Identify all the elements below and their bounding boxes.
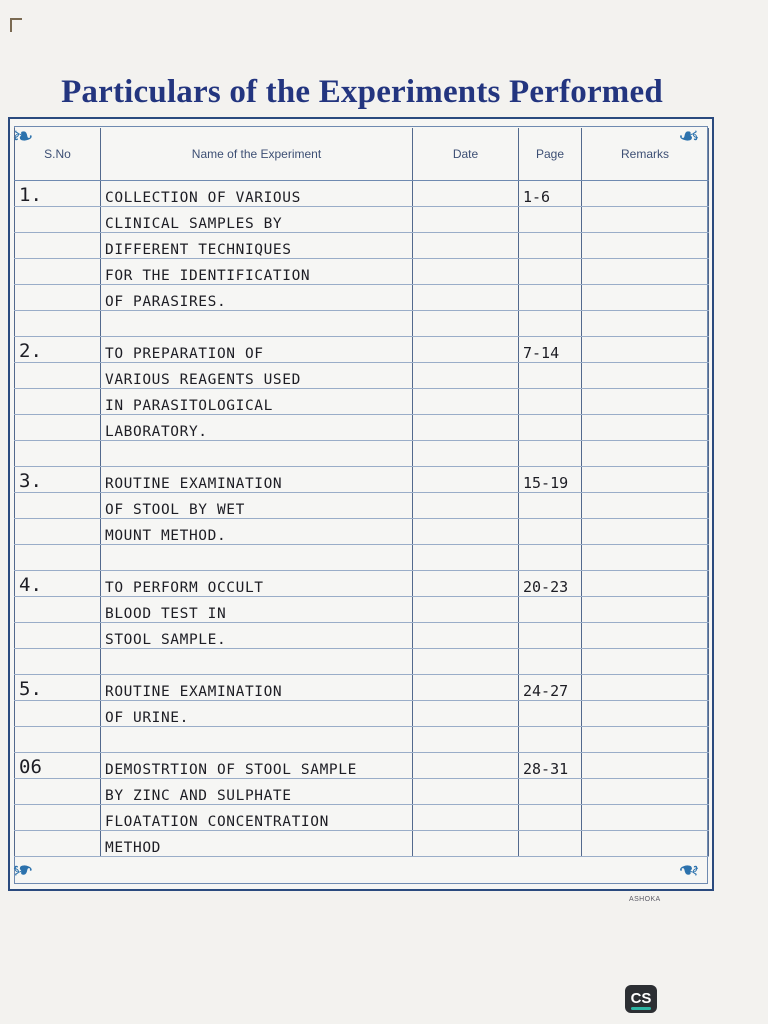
corner-ornament-top-left-icon: ❧ — [12, 122, 34, 152]
cell-date — [413, 259, 519, 285]
cell-page — [519, 363, 582, 389]
cell-page — [519, 441, 582, 467]
cell-sno — [15, 779, 101, 805]
cell-sno — [15, 649, 101, 675]
cell-page — [519, 545, 582, 571]
table-row — [15, 727, 709, 753]
cell-date — [413, 727, 519, 753]
cell-page — [519, 415, 582, 441]
cell-name: DEMOSTRTION OF STOOL SAMPLE — [101, 753, 413, 779]
table-row — [15, 389, 709, 415]
notebook-brand: ASHOKA — [629, 896, 661, 903]
cell-name — [101, 441, 413, 467]
cell-sno: 2. — [15, 337, 101, 363]
cell-page — [519, 805, 582, 831]
table-row — [15, 597, 709, 623]
cell-page — [519, 259, 582, 285]
cell-name: BLOOD TEST IN — [101, 597, 413, 623]
cell-sno — [15, 311, 101, 337]
cell-date — [413, 701, 519, 727]
cell-name: OF STOOL BY WET — [101, 493, 413, 519]
cell-name — [101, 311, 413, 337]
cell-date — [413, 181, 519, 207]
cell-sno: 3. — [15, 467, 101, 493]
cell-page — [519, 597, 582, 623]
cell-sno: 5. — [15, 675, 101, 701]
table-row — [15, 259, 709, 285]
column-header-page: Page — [519, 128, 582, 181]
table-row — [15, 337, 709, 363]
column-header-name: Name of the Experiment — [101, 128, 413, 181]
cell-page — [519, 649, 582, 675]
cell-remarks — [582, 311, 709, 337]
table-row — [15, 753, 709, 779]
cell-name: VARIOUS REAGENTS USED — [101, 363, 413, 389]
cell-page — [519, 389, 582, 415]
cell-name: TO PERFORM OCCULT — [101, 571, 413, 597]
table-row — [15, 233, 709, 259]
cell-name: ROUTINE EXAMINATION — [101, 467, 413, 493]
cell-date — [413, 571, 519, 597]
cell-sno — [15, 727, 101, 753]
cell-name: DIFFERENT TECHNIQUES — [101, 233, 413, 259]
table-body — [15, 181, 709, 857]
experiments-table — [14, 128, 709, 857]
cell-sno — [15, 441, 101, 467]
cell-date — [413, 623, 519, 649]
cell-date — [413, 675, 519, 701]
cell-page: 24-27 — [519, 675, 582, 701]
cell-date — [413, 363, 519, 389]
cell-name: IN PARASITOLOGICAL — [101, 389, 413, 415]
cell-page: 15-19 — [519, 467, 582, 493]
cell-remarks — [582, 727, 709, 753]
cell-name: MOUNT METHOD. — [101, 519, 413, 545]
table-row — [15, 467, 709, 493]
cell-name: BY ZINC AND SULPHATE — [101, 779, 413, 805]
table-row — [15, 805, 709, 831]
cell-name: OF PARASIRES. — [101, 285, 413, 311]
cell-remarks — [582, 675, 709, 701]
cell-page — [519, 233, 582, 259]
cell-sno — [15, 415, 101, 441]
column-header-remarks: Remarks — [582, 128, 709, 181]
cell-sno — [15, 623, 101, 649]
cell-sno — [15, 363, 101, 389]
cell-page — [519, 727, 582, 753]
cell-name: FLOATATION CONCENTRATION — [101, 805, 413, 831]
corner-ornament-bottom-left-icon: ❧ — [12, 854, 34, 884]
cell-sno — [15, 285, 101, 311]
cell-page: 28-31 — [519, 753, 582, 779]
cell-page: 1-6 — [519, 181, 582, 207]
cell-date — [413, 597, 519, 623]
cell-date — [413, 311, 519, 337]
cell-page — [519, 285, 582, 311]
cell-remarks — [582, 181, 709, 207]
cell-page — [519, 701, 582, 727]
table-row — [15, 207, 709, 233]
cell-name: CLINICAL SAMPLES BY — [101, 207, 413, 233]
table-row — [15, 181, 709, 207]
cell-sno: 1. — [15, 181, 101, 207]
cell-name: METHOD — [101, 831, 413, 857]
cell-date — [413, 467, 519, 493]
table-row — [15, 545, 709, 571]
cell-remarks — [582, 623, 709, 649]
table-row — [15, 779, 709, 805]
cell-date — [413, 337, 519, 363]
cell-date — [413, 233, 519, 259]
table-row — [15, 571, 709, 597]
table-row — [15, 623, 709, 649]
cell-date — [413, 207, 519, 233]
cell-remarks — [582, 519, 709, 545]
cell-date — [413, 415, 519, 441]
cell-sno — [15, 259, 101, 285]
table-row — [15, 831, 709, 857]
cell-remarks — [582, 753, 709, 779]
cell-remarks — [582, 545, 709, 571]
column-header-date: Date — [413, 128, 519, 181]
cell-sno — [15, 805, 101, 831]
table-row — [15, 493, 709, 519]
table-row — [15, 441, 709, 467]
cell-remarks — [582, 337, 709, 363]
cell-sno — [15, 519, 101, 545]
column-header-sno: S.No — [15, 128, 101, 181]
cell-sno — [15, 233, 101, 259]
cell-page — [519, 207, 582, 233]
cell-remarks — [582, 207, 709, 233]
cell-name: COLLECTION OF VARIOUS — [101, 181, 413, 207]
table-header-row — [15, 128, 709, 181]
table-row — [15, 415, 709, 441]
cell-name — [101, 649, 413, 675]
cell-remarks — [582, 597, 709, 623]
cell-sno — [15, 701, 101, 727]
cell-name — [101, 727, 413, 753]
scanner-app-logo: CS — [625, 985, 657, 1013]
cell-page — [519, 311, 582, 337]
cell-date — [413, 805, 519, 831]
cell-remarks — [582, 805, 709, 831]
cell-remarks — [582, 701, 709, 727]
cell-remarks — [582, 831, 709, 857]
page-corner-mark — [10, 18, 22, 32]
cell-remarks — [582, 493, 709, 519]
table-row — [15, 311, 709, 337]
cell-date — [413, 389, 519, 415]
cell-remarks — [582, 779, 709, 805]
cell-page: 20-23 — [519, 571, 582, 597]
cell-page — [519, 519, 582, 545]
table-row — [15, 701, 709, 727]
cell-page: 7-14 — [519, 337, 582, 363]
cell-remarks — [582, 259, 709, 285]
cell-date — [413, 545, 519, 571]
cell-sno: 06 — [15, 753, 101, 779]
cell-remarks — [582, 389, 709, 415]
cell-sno — [15, 389, 101, 415]
cell-page — [519, 779, 582, 805]
cell-remarks — [582, 415, 709, 441]
cell-remarks — [582, 441, 709, 467]
cell-page — [519, 623, 582, 649]
cell-remarks — [582, 649, 709, 675]
cell-name: STOOL SAMPLE. — [101, 623, 413, 649]
table-row — [15, 649, 709, 675]
cell-date — [413, 649, 519, 675]
page-title: Particulars of the Experiments Performed — [61, 74, 663, 110]
table-row — [15, 363, 709, 389]
cell-remarks — [582, 571, 709, 597]
cell-date — [413, 519, 519, 545]
corner-ornament-bottom-right-icon: ❧ — [678, 854, 700, 884]
cell-sno — [15, 831, 101, 857]
cell-date — [413, 285, 519, 311]
cell-date — [413, 493, 519, 519]
cell-remarks — [582, 467, 709, 493]
cell-sno — [15, 545, 101, 571]
table-row — [15, 285, 709, 311]
cell-name: LABORATORY. — [101, 415, 413, 441]
table-row — [15, 519, 709, 545]
cell-remarks — [582, 363, 709, 389]
cell-date — [413, 441, 519, 467]
cell-remarks — [582, 233, 709, 259]
cell-name: OF URINE. — [101, 701, 413, 727]
cell-sno — [15, 207, 101, 233]
cell-sno — [15, 597, 101, 623]
table-row — [15, 675, 709, 701]
cell-page — [519, 493, 582, 519]
cell-date — [413, 831, 519, 857]
cell-remarks — [582, 285, 709, 311]
corner-ornament-top-right-icon: ❧ — [678, 122, 700, 152]
cell-sno — [15, 493, 101, 519]
cell-name: TO PREPARATION OF — [101, 337, 413, 363]
cell-date — [413, 779, 519, 805]
cell-name — [101, 545, 413, 571]
cell-page — [519, 831, 582, 857]
cell-sno: 4. — [15, 571, 101, 597]
cell-name: ROUTINE EXAMINATION — [101, 675, 413, 701]
cell-name: FOR THE IDENTIFICATION — [101, 259, 413, 285]
cell-date — [413, 753, 519, 779]
